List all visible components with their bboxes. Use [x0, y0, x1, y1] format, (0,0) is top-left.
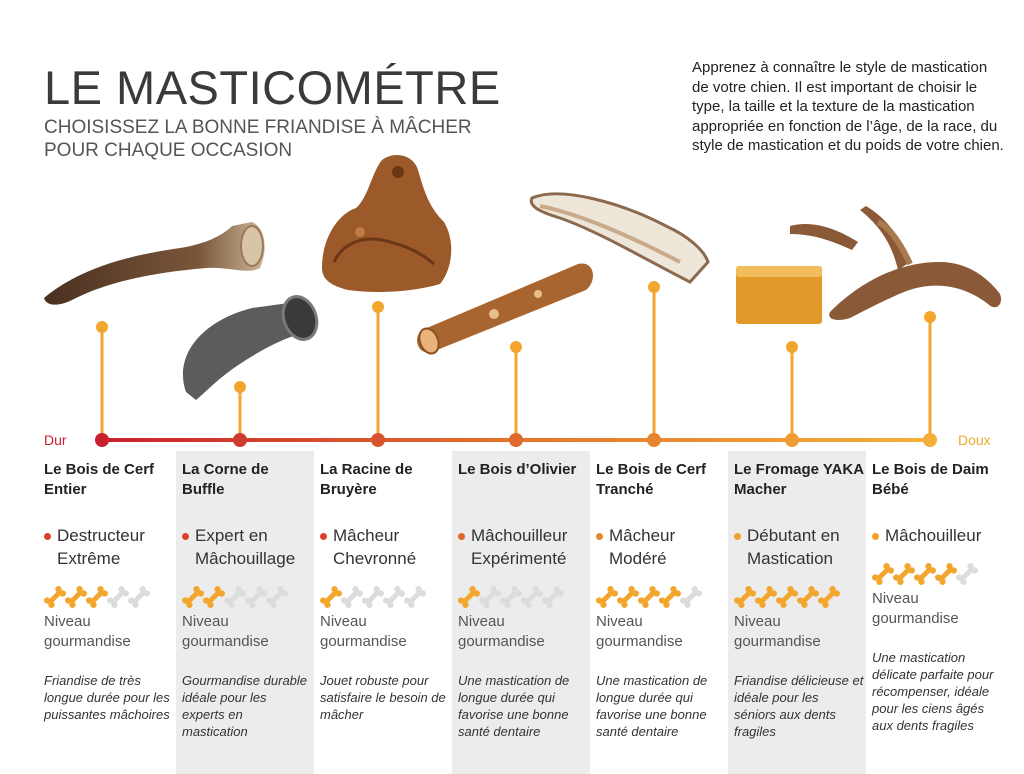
bone-label-line-2: gourmandise: [734, 633, 821, 650]
product-description: Jouet robuste pour satisfaire le besoin de mâcher: [320, 673, 446, 722]
product-description: Friandise délicieuse et idéale pour les séniors aux dents fragiles: [734, 673, 864, 739]
product-name: La Corne de Buffle: [182, 461, 269, 498]
chew-level-line-2: Modéré: [609, 549, 667, 568]
bone-icon-filled: [796, 585, 821, 610]
bone-rating: [320, 584, 450, 610]
level-dot: [182, 533, 189, 540]
bone-label-line-1: Niveau: [596, 613, 643, 630]
bone-label-line-2: gourmandise: [596, 633, 683, 650]
bone-icon-filled: [64, 585, 89, 610]
bone-rating: [872, 561, 1002, 587]
bone-label-line-2: gourmandise: [182, 633, 269, 650]
bone-icon-empty: [478, 585, 503, 610]
product-column-6: [734, 460, 864, 740]
bone-icon-empty: [127, 585, 152, 610]
chew-level-line-2: Chevronné: [333, 549, 417, 568]
bone-label-line-1: Niveau: [44, 613, 91, 630]
bone-icon-empty: [106, 585, 131, 610]
bone-icon-filled: [637, 585, 662, 610]
product-description: Une mastication délicate parfaite pour récompenser, idéale pour les ciens âgés aux dents fragiles: [872, 650, 994, 733]
product-name: La Racine de Bruyère: [320, 461, 413, 498]
bone-rating: [458, 584, 588, 610]
chew-level: [320, 524, 450, 570]
level-dot: [458, 533, 465, 540]
bone-icon-empty: [265, 585, 290, 610]
split-antler-image: [531, 194, 708, 282]
bone-icon-empty: [223, 585, 248, 610]
bone-rating-label: [320, 612, 450, 652]
yaka-cheese-image: [736, 266, 822, 324]
bone-icon-empty: [244, 585, 269, 610]
bone-icon-empty: [403, 585, 428, 610]
chew-level: [734, 524, 864, 570]
product-description: Gourmandise durable idéale pour les experts en mastication: [182, 673, 308, 739]
bone-rating-label: [458, 612, 588, 652]
bone-label-line-1: Niveau: [734, 613, 781, 630]
chew-level-line-1: Destructeur: [57, 526, 145, 545]
product-name: Le Bois d’Olivier: [458, 461, 577, 478]
bone-icon-filled: [182, 585, 205, 610]
product-description: Friandise de très longue durée pour les puissantes mâchoires: [44, 673, 170, 722]
bone-icon-empty: [679, 585, 704, 610]
bone-icon-filled: [754, 585, 779, 610]
bone-rating-label: [44, 612, 174, 652]
bone-rating-label: [872, 589, 1002, 629]
bone-rating: [182, 584, 312, 610]
chew-level: [872, 524, 1002, 547]
product-description: Une mastication de longue durée qui favorise une bonne santé dentaire: [596, 673, 708, 739]
bone-icon-filled: [458, 585, 481, 610]
chew-level-line-2: Expérimenté: [471, 549, 567, 568]
antler-image: [44, 222, 265, 305]
level-dot: [320, 533, 327, 540]
product-column-2: [182, 460, 312, 740]
bone-label-line-2: gourmandise: [44, 633, 131, 650]
bone-icon-empty: [520, 585, 545, 610]
bone-label-line-1: Niveau: [458, 613, 505, 630]
bone-icon-filled: [734, 585, 757, 610]
bone-icon-empty: [382, 585, 407, 610]
chew-level-line-2: Mastication: [747, 549, 833, 568]
product-name: Le Bois de Cerf Entier: [44, 461, 155, 498]
chew-level: [44, 524, 174, 570]
product-description: Une mastication de longue durée qui favorise une bonne santé dentaire: [458, 673, 570, 739]
bone-icon-empty: [541, 585, 566, 610]
chew-level-line-1: Mâchouilleur: [885, 526, 982, 545]
chew-level: [596, 524, 726, 570]
bone-icon-empty: [361, 585, 386, 610]
subtitle-line-2: POUR CHAQUE OCCASION: [44, 140, 293, 161]
level-dot: [596, 533, 603, 540]
bone-label-line-2: gourmandise: [458, 633, 545, 650]
bone-label-line-2: gourmandise: [320, 633, 407, 650]
bone-rating-label: [596, 612, 726, 652]
level-dot: [44, 533, 51, 540]
bone-rating: [44, 584, 174, 610]
bone-icon-empty: [955, 562, 980, 587]
bone-icon-filled: [817, 585, 842, 610]
bone-rating: [596, 584, 726, 610]
chew-level: [458, 524, 588, 570]
bone-label-line-1: Niveau: [320, 613, 367, 630]
intro-text: Apprenez à connaître le style de mastication de votre chien. Il est important de choisir le type, la taille et la texture de la mastication appropriée en fonction de l’âge, de la race, du style de mastication et du poids de votre chien.: [692, 59, 1004, 155]
bone-icon-filled: [616, 585, 641, 610]
level-dot: [734, 533, 741, 540]
product-name: Le Bois de Daim Bébé: [872, 461, 989, 498]
product-column-5: [596, 460, 726, 740]
briar-root-image: [322, 155, 451, 292]
bone-icon-filled: [658, 585, 683, 610]
chew-level-line-2: Mâchouillage: [195, 549, 296, 568]
product-column-1: [44, 460, 174, 723]
page-title: LE MASTICOMÉTRE: [44, 61, 501, 114]
bone-icon-filled: [320, 585, 343, 610]
chew-level-line-1: Mâcheur: [333, 526, 400, 545]
bone-icon-filled: [934, 562, 959, 587]
bone-icon-filled: [596, 585, 619, 610]
bone-label-line-1: Niveau: [872, 590, 919, 607]
bone-icon-empty: [340, 585, 365, 610]
subtitle-line-1: CHOISISSEZ LA BONNE FRIANDISE À MÂCHER: [44, 117, 472, 138]
chew-level-line-1: Débutant en: [747, 526, 840, 545]
level-dot: [872, 533, 879, 540]
product-column-7: [872, 460, 1002, 734]
product-name: Le Bois de Cerf Tranché: [596, 461, 707, 498]
buffalo-horn-image: [183, 292, 323, 400]
bone-icon-filled: [202, 585, 227, 610]
bone-rating-label: [734, 612, 864, 652]
bone-icon-filled: [44, 585, 67, 610]
bone-label-line-1: Niveau: [182, 613, 229, 630]
product-column-3: [320, 460, 450, 723]
chew-level-line-1: Expert en: [195, 526, 268, 545]
bone-icon-filled: [872, 562, 895, 587]
bone-icon-filled: [892, 562, 917, 587]
product-column-4: [458, 460, 588, 740]
chew-level: [182, 524, 312, 570]
bone-icon-empty: [499, 585, 524, 610]
product-name: Le Fromage YAKA Macher: [734, 461, 864, 498]
bone-icon-filled: [85, 585, 110, 610]
chew-level-line-1: Mâcheur: [609, 526, 676, 545]
chew-level-line-1: Mâchouilleur: [471, 526, 568, 545]
scale-hard-label: Dur: [44, 432, 67, 448]
bone-icon-filled: [775, 585, 800, 610]
bone-rating-label: [182, 612, 312, 652]
bone-rating: [734, 584, 864, 610]
chew-level-line-2: Extrême: [57, 549, 121, 568]
bone-icon-filled: [913, 562, 938, 587]
scale-soft-label: Doux: [958, 432, 991, 448]
bone-label-line-2: gourmandise: [872, 610, 959, 627]
